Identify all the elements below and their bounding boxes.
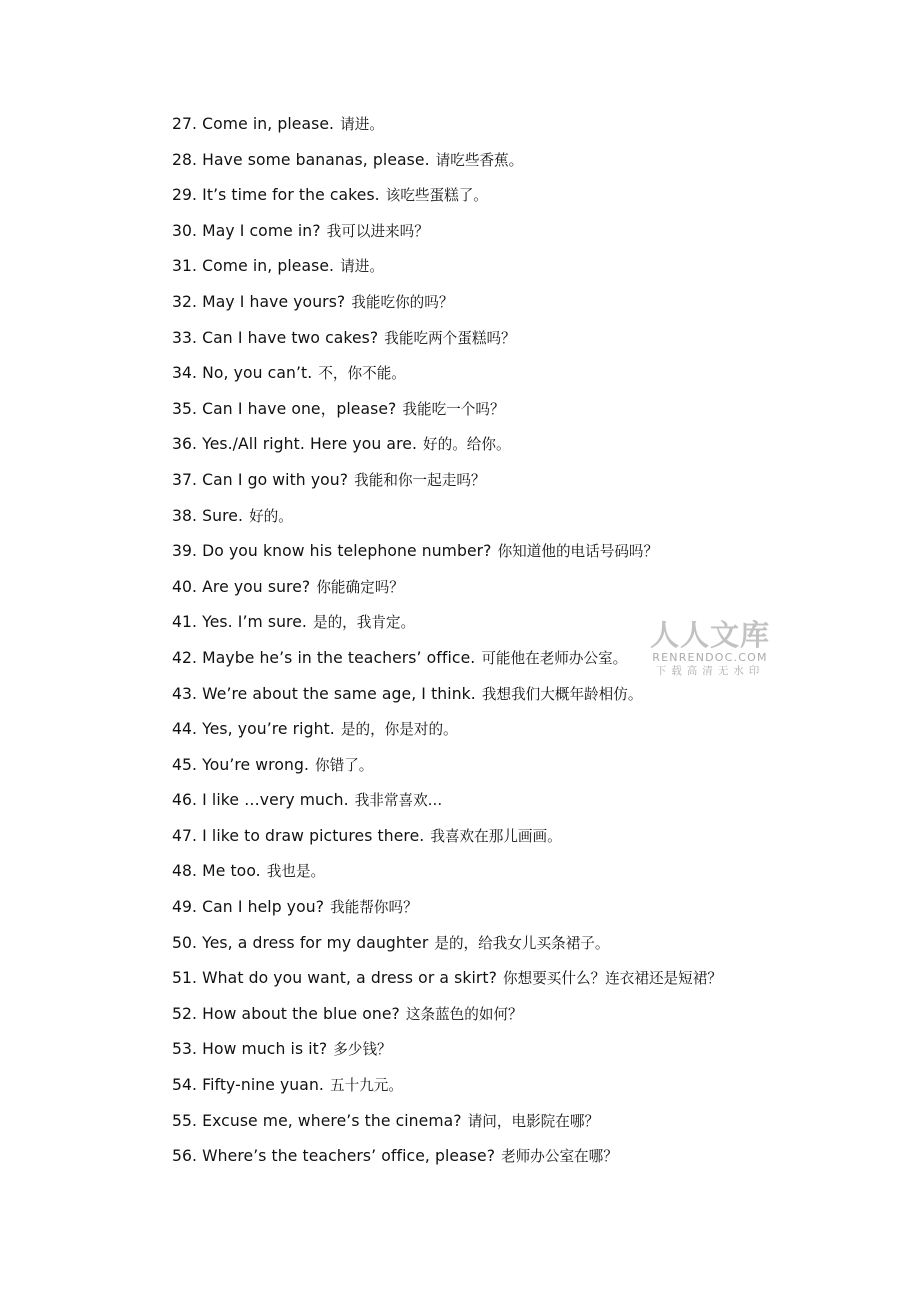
sentence-english: 50. Yes, a dress for my daughter	[172, 933, 429, 952]
sentence-chinese: 我非常喜欢…	[354, 792, 443, 810]
sentence-chinese: 你能确定吗？	[316, 578, 404, 596]
watermark-domain: RENRENDOC.COM	[652, 651, 768, 664]
sentence-english: 40. Are you sure?	[172, 577, 311, 596]
sentence-chinese: 这条蓝色的如何？	[405, 1005, 523, 1023]
sentence-english: 30. May I come in?	[172, 221, 321, 240]
watermark-slogan: 下载高清无水印	[655, 665, 765, 677]
sentence-line	[172, 249, 872, 285]
sentence-chinese: 不，你不能。	[318, 365, 406, 383]
sentence-english: 45. You’re wrong.	[172, 755, 310, 774]
sentence-line	[172, 961, 872, 997]
sentence-chinese: 老师办公室在哪？	[501, 1148, 618, 1166]
sentence-chinese: 我也是。	[266, 863, 326, 881]
sentence-chinese: 是的，我肯定。	[312, 614, 416, 632]
sentence-english: 52. How about the blue one?	[172, 1004, 400, 1023]
sentence-english: 42. Maybe he’s in the teachers’ office.	[172, 648, 476, 667]
sentence-line	[172, 534, 872, 570]
sentence-line	[172, 178, 872, 214]
sentence-line	[172, 926, 872, 962]
sentence-chinese: 好的。	[249, 507, 293, 525]
sentence-english: 46. I like …very much.	[172, 791, 349, 810]
sentence-chinese: 是的，你是对的。	[340, 721, 458, 739]
sentence-chinese: 请问，电影院在哪？	[467, 1112, 600, 1130]
sentence-english: 34. No, you can’t.	[172, 364, 313, 383]
sentence-line	[172, 819, 872, 855]
sentence-english: 28. Have some bananas, please.	[172, 150, 430, 169]
sentence-line	[172, 143, 872, 179]
sentence-chinese: 我能吃一个吗？	[402, 400, 505, 418]
sentence-line	[172, 107, 872, 143]
sentence-line	[172, 570, 872, 606]
sentence-line	[172, 605, 872, 641]
sentence-chinese: 多少钱？	[333, 1041, 392, 1059]
sentence-english: 31. Come in, please.	[172, 257, 335, 276]
sentence-line	[172, 1032, 872, 1068]
sentence-line	[172, 890, 872, 926]
sentence-english: 33. Can I have two cakes?	[172, 328, 379, 347]
sentence-line	[172, 677, 872, 713]
sentence-line	[172, 854, 872, 890]
sentence-chinese: 你想要买什么？连衣裙还是短裙？	[503, 970, 722, 988]
sentence-line	[172, 1068, 872, 1104]
sentence-chinese: 五十九元。	[330, 1077, 403, 1095]
sentence-english: 55. Excuse me, where’s the cinema?	[172, 1111, 462, 1130]
sentence-line	[172, 285, 872, 321]
sentence-list	[172, 107, 872, 1175]
sentence-english: 32. May I have yours?	[172, 292, 346, 311]
sentence-line	[172, 712, 872, 748]
sentence-line	[172, 356, 872, 392]
sentence-line	[172, 499, 872, 535]
sentence-chinese: 可能他在老师办公室。	[481, 649, 628, 667]
sentence-line	[172, 214, 872, 250]
sentence-english: 49. Can I help you?	[172, 898, 325, 917]
sentence-english: 54. Fifty-nine yuan.	[172, 1076, 324, 1095]
sentence-chinese: 我想我们大概年龄相仿。	[481, 685, 643, 703]
sentence-chinese: 你知道他的电话号码吗？	[497, 543, 659, 561]
sentence-line	[172, 1139, 872, 1175]
sentence-chinese: 我能吃你的吗？	[351, 293, 454, 311]
sentence-chinese: 请进。	[340, 258, 384, 276]
sentence-chinese: 请进。	[340, 116, 384, 133]
sentence-english: 27. Come in, please.	[172, 115, 335, 133]
sentence-english: 44. Yes, you’re right.	[172, 720, 335, 739]
sentence-chinese: 你错了。	[315, 756, 374, 774]
sentence-chinese: 我能吃两个蛋糕吗？	[384, 329, 516, 347]
sentence-chinese: 我能和你一起走吗？	[354, 471, 486, 489]
sentence-line	[172, 748, 872, 784]
sentence-english: 39. Do you know his telephone number?	[172, 542, 492, 561]
sentence-line	[172, 321, 872, 357]
sentence-english: 43. We’re about the same age, I think.	[172, 684, 476, 703]
sentence-chinese: 请吃些香蕉。	[435, 151, 524, 169]
sentence-english: 38. Sure.	[172, 506, 244, 525]
sentence-english: 36. Yes./All right. Here you are.	[172, 435, 418, 454]
sentence-line	[172, 427, 872, 463]
sentence-chinese: 该吃些蛋糕了。	[385, 187, 488, 205]
sentence-english: 53. How much is it?	[172, 1040, 328, 1059]
sentence-english: 51. What do you want, a dress or a skirt?	[172, 969, 497, 988]
sentence-english: 29. It’s time for the cakes.	[172, 186, 380, 205]
sentence-chinese: 我可以进来吗？	[326, 222, 429, 240]
sentence-english: 47. I like to draw pictures there.	[172, 826, 425, 845]
watermark-title: 人人文库	[649, 618, 770, 652]
sentence-english: 41. Yes. I’m sure.	[172, 613, 307, 632]
sentence-chinese: 我能帮你吗？	[330, 899, 418, 917]
sentence-english: 48. Me too.	[172, 862, 261, 881]
sentence-line	[172, 392, 872, 428]
sentence-english: 37. Can I go with you?	[172, 470, 349, 489]
sentence-english: 35. Can I have one，please?	[172, 399, 397, 418]
sentence-line	[172, 997, 872, 1033]
sentence-english: 56. Where’s the teachers’ office, please?	[172, 1147, 496, 1166]
sentence-chinese: 是的，给我女儿买条裙子。	[434, 934, 610, 952]
sentence-line	[172, 783, 872, 819]
sentence-line	[172, 463, 872, 499]
sentence-line	[172, 641, 872, 677]
sentence-line	[172, 1104, 872, 1140]
sentence-chinese: 好的。给你。	[423, 436, 511, 454]
sentence-chinese: 我喜欢在那儿画画。	[430, 827, 562, 845]
